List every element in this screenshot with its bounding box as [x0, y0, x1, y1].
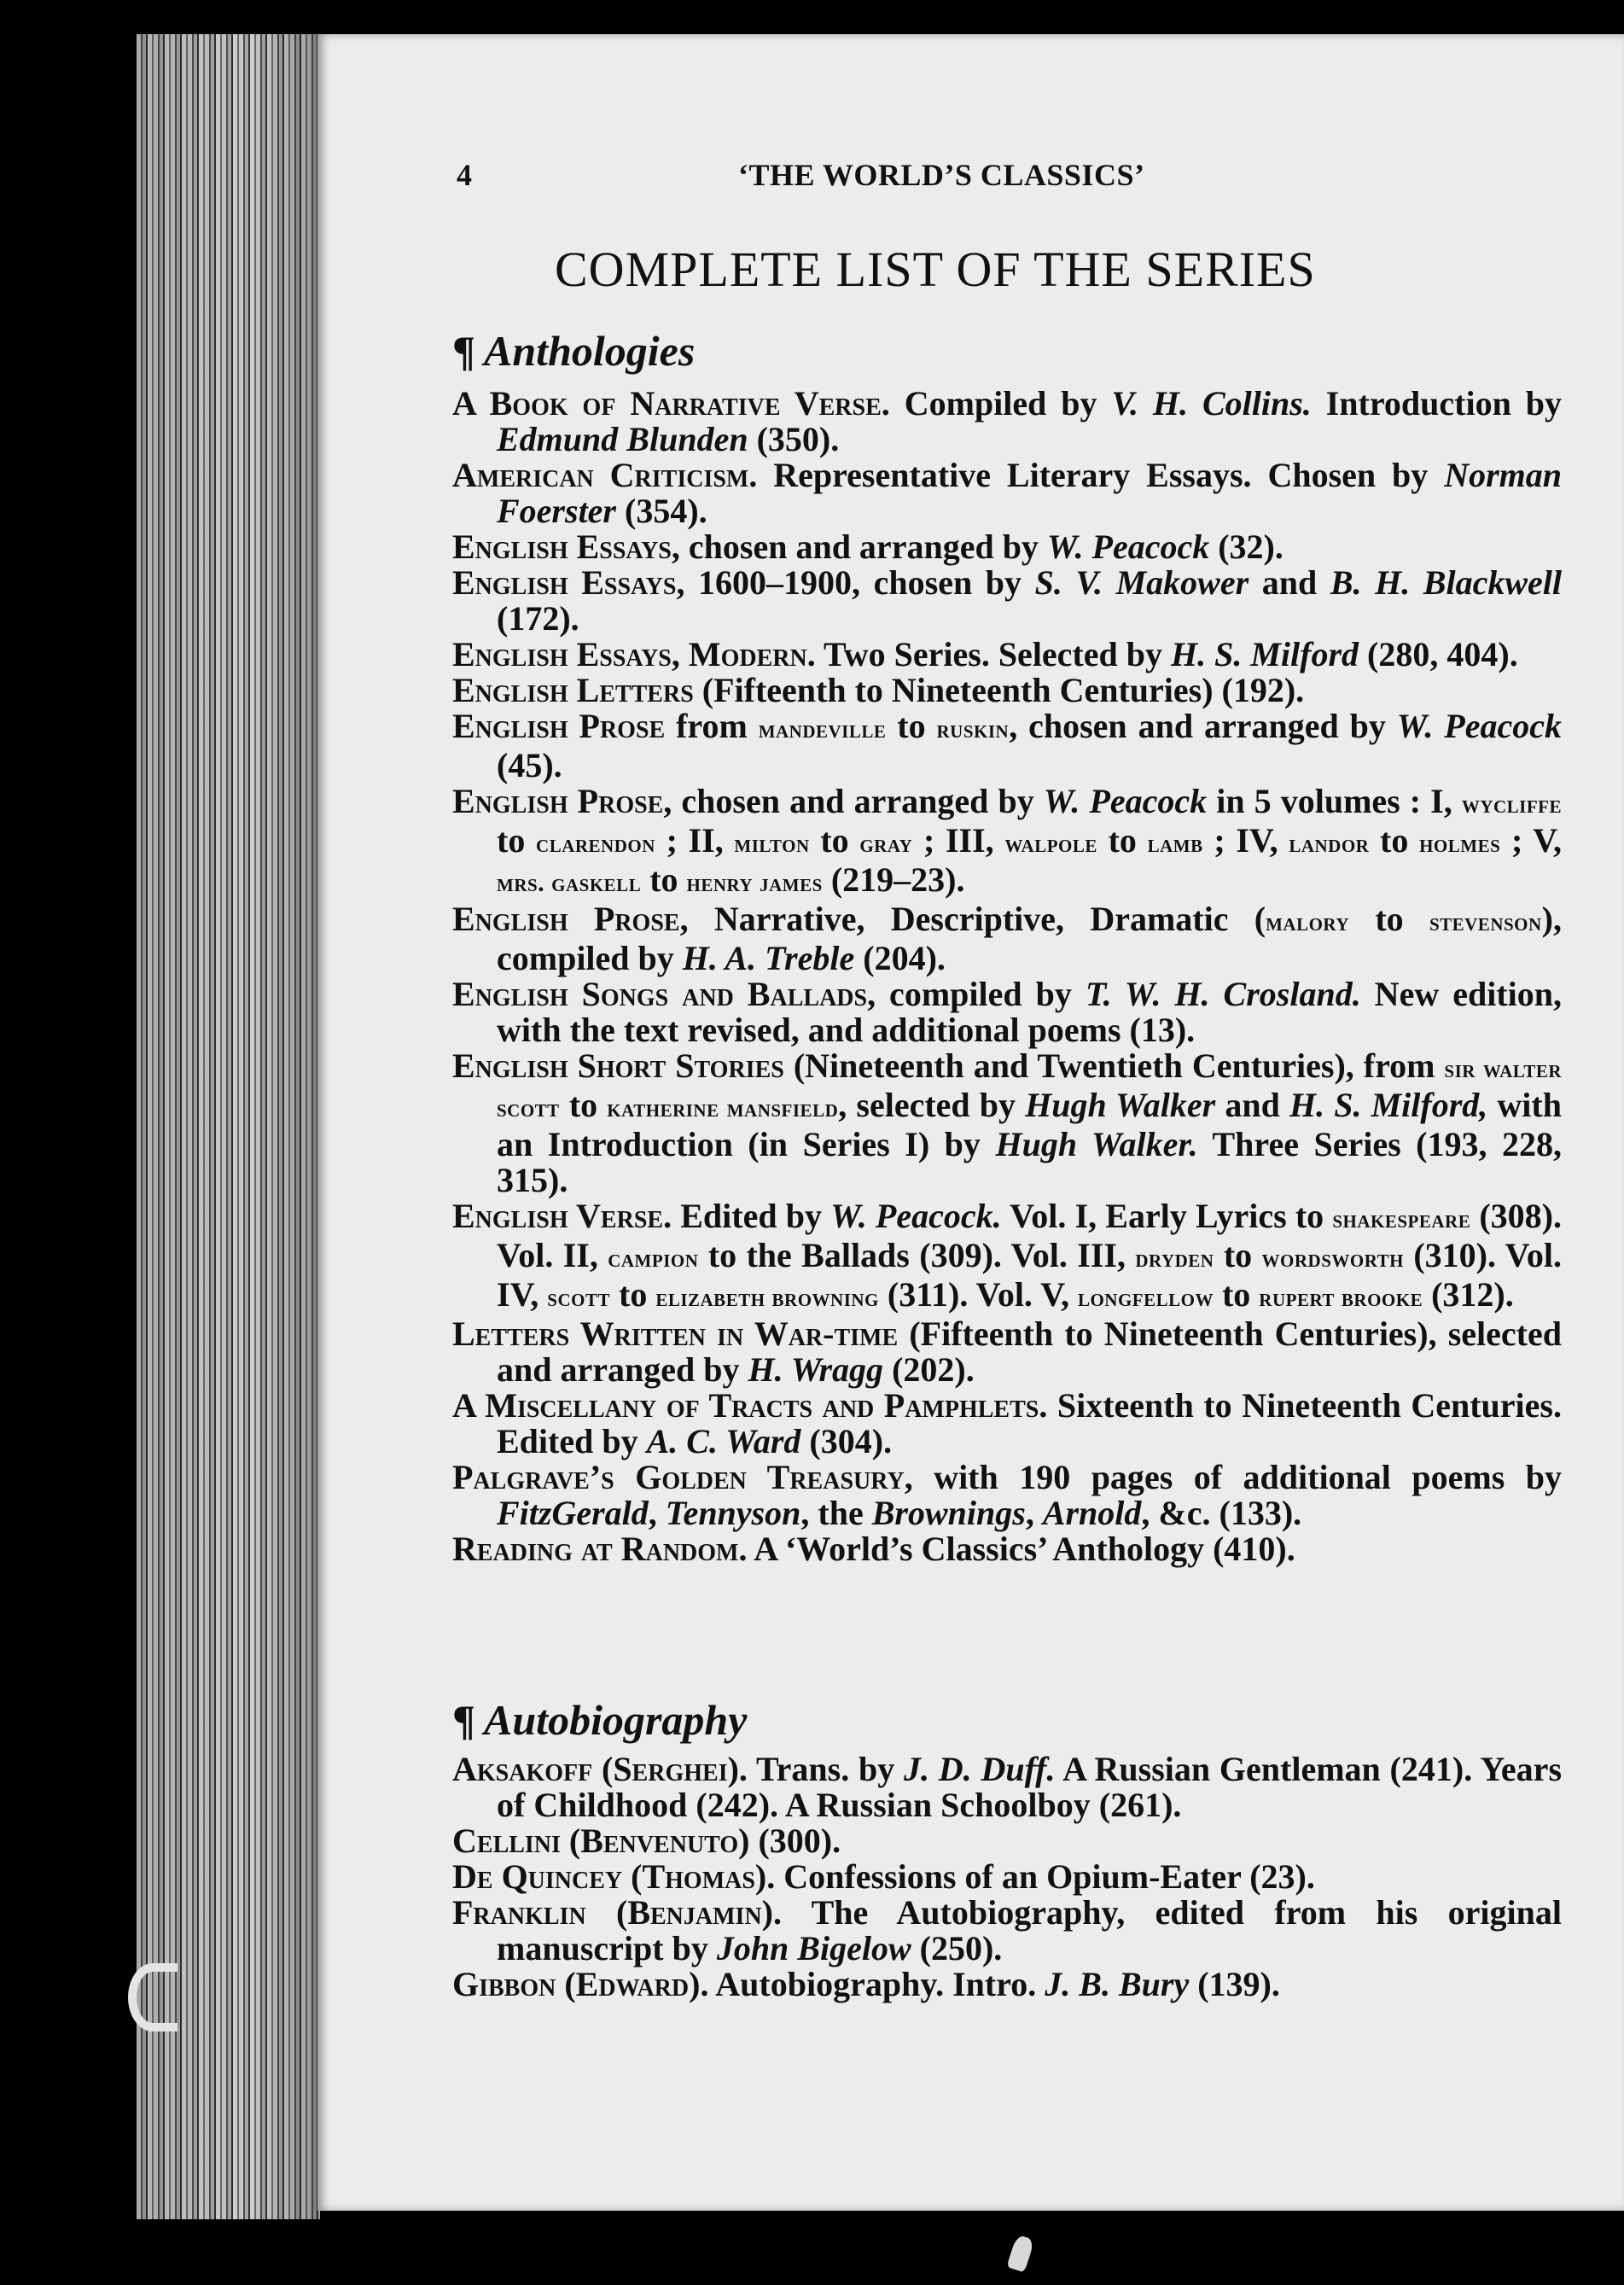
running-header: [457, 157, 1592, 200]
list-item: [452, 386, 1562, 458]
entry-text: (Fifteenth to Nineteenth Centuries), selected and arranged by: [497, 1314, 1562, 1389]
entry-text: B. H. Blackwell: [1330, 563, 1563, 602]
pilcrow-icon: ¶: [452, 1696, 476, 1744]
entry-text: Trans. by: [747, 1750, 905, 1788]
entry-text: Cellini (Benvenuto): [452, 1822, 750, 1860]
entry-text: dryden: [1135, 1245, 1214, 1273]
entry-text: wycliffe: [1461, 790, 1563, 819]
entry-text: W. Peacock.: [830, 1197, 1002, 1235]
entry-text: Edited by: [672, 1197, 831, 1235]
entry-text: H. S. Milford: [1171, 635, 1359, 673]
entry-text: (311). Vol. V,: [878, 1275, 1078, 1314]
list-item: [452, 1316, 1562, 1388]
entry-text: compiled by: [876, 975, 1086, 1013]
entry-text: H. Wragg: [748, 1350, 884, 1389]
entry-text: to: [1097, 821, 1148, 860]
entry-text: chosen and arranged by: [679, 528, 1047, 566]
entry-text: English Prose: [452, 707, 666, 745]
entry-text: (Fifteenth to Nineteenth Centuries) (192).: [693, 671, 1305, 709]
entry-text: henry james: [686, 869, 823, 897]
entry-text: J. B. Bury: [1045, 1965, 1190, 2003]
entry-text: (202).: [883, 1350, 975, 1389]
entry-text: milton: [734, 830, 810, 858]
list-item: [452, 1388, 1562, 1460]
entry-text: De Quincey (Thomas).: [452, 1857, 776, 1896]
entry-text: (354).: [616, 492, 707, 530]
entry-text: (Nineteenth and Twentieth Centuries), from: [783, 1046, 1445, 1085]
entry-text: ; V,: [1500, 821, 1562, 860]
entry-text: H. S. Milford,: [1289, 1086, 1488, 1124]
entry-text: W. Peacock: [1396, 707, 1562, 745]
entry-text: gray: [859, 830, 913, 858]
entry-text: New edition, with the text revised, and additional poems (13).: [497, 975, 1562, 1049]
section-heading-text: Autobiography: [484, 1696, 748, 1744]
entry-text: Arnold: [1042, 1494, 1142, 1532]
page-edge-shadow: [137, 34, 320, 2219]
section-heading-text: Anthologies: [484, 327, 696, 375]
entry-text: shakespeare: [1332, 1205, 1471, 1233]
entry-text: , chosen and arranged by: [1009, 707, 1397, 745]
entry-text: campion: [608, 1245, 699, 1273]
entry-text: wordsworth: [1261, 1245, 1404, 1273]
list-item: [452, 1967, 1562, 2002]
section-heading-anthologies: [452, 326, 695, 376]
list-item: [452, 1752, 1562, 1823]
entry-text: in 5 volumes : I,: [1207, 782, 1462, 820]
entry-text: to: [610, 1275, 656, 1314]
entry-text: English Prose,: [452, 782, 672, 820]
entry-text: to: [641, 860, 687, 899]
entry-text: (219–23).: [822, 860, 965, 899]
entry-text: J. D. Duff.: [904, 1750, 1056, 1788]
entry-text: scott: [547, 1284, 610, 1312]
entry-text: Hugh Walker.: [995, 1125, 1198, 1163]
running-title: ‘THE WORLD’S CLASSICS’: [738, 158, 1145, 192]
entry-text: rupert brooke: [1259, 1284, 1423, 1312]
entry-text: A Book of Narrative Verse.: [452, 384, 890, 423]
entry-text: (310). Vol. IV,: [497, 1236, 1562, 1314]
entry-text: elizabeth browning: [655, 1284, 879, 1312]
entry-text: and: [1249, 563, 1330, 602]
entry-text: holmes: [1419, 830, 1501, 858]
entry-text: (312).: [1423, 1275, 1514, 1314]
entry-text: ; II,: [655, 821, 735, 860]
entry-text: Palgrave’s Golden Treasury,: [452, 1458, 913, 1496]
entry-text: Hugh Walker: [1025, 1086, 1216, 1124]
entry-text: (300).: [749, 1822, 841, 1860]
list-item: [452, 1460, 1562, 1531]
entry-text: landor: [1289, 830, 1370, 858]
entry-text: from: [665, 707, 759, 745]
page-title: COMPLETE LIST OF THE SERIES: [555, 242, 1316, 297]
page-number: 4: [457, 158, 473, 192]
entry-text: ; IV,: [1202, 821, 1289, 860]
list-item: [452, 1198, 1562, 1316]
list-item: [452, 1895, 1562, 1967]
list-item: [452, 458, 1562, 529]
entry-text: (350).: [748, 420, 840, 458]
entry-text: , selected by: [838, 1086, 1026, 1124]
entry-text: ; III,: [912, 821, 1005, 860]
section-heading-autobiography: [452, 1695, 747, 1745]
entry-text: Reading at Random.: [452, 1530, 748, 1568]
entry-text: A Russian Gentleman (241). Years of Childhood (242). A Russian Schoolboy (261).: [497, 1750, 1563, 1824]
entry-text: Sixteenth to Nineteenth Centuries. Edited by: [497, 1386, 1562, 1460]
entry-text: Introduction by: [1311, 384, 1563, 423]
entry-text: Two Series. Selected by: [815, 635, 1171, 673]
entry-text: Brownings: [871, 1494, 1026, 1532]
list-item: [452, 708, 1562, 784]
entry-text: (172).: [497, 599, 579, 638]
entry-text: lamb: [1147, 830, 1203, 858]
entry-text: and: [1215, 1086, 1289, 1124]
entry-text: , &c. (133).: [1141, 1494, 1302, 1532]
entry-text: English Verse.: [452, 1197, 672, 1235]
entry-text: walpole: [1004, 830, 1097, 858]
entry-text: clarendon: [536, 830, 655, 858]
entry-text: (308). Vol. II,: [497, 1197, 1563, 1274]
entry-text: (250).: [911, 1929, 1003, 1967]
entry-text: sir walter scott: [497, 1055, 1562, 1122]
list-item: [452, 637, 1562, 673]
entry-text: malory: [1266, 908, 1350, 936]
entry-text: with an Introduction (in Series I) by: [497, 1086, 1562, 1163]
entry-text: to: [809, 821, 860, 860]
entry-text: W. Peacock: [1046, 528, 1210, 566]
entry-text: A ‘World’s Classics’ Anthology (410).: [747, 1530, 1295, 1568]
entry-text: A. C. Ward: [646, 1422, 801, 1460]
page-curl-mark: [128, 1963, 178, 2031]
entry-text: longfellow: [1077, 1284, 1214, 1312]
list-item: [452, 529, 1562, 565]
entry-text: H. A. Treble: [682, 939, 855, 977]
entry-text: chosen and arranged by: [672, 782, 1044, 820]
list-item: [452, 1531, 1562, 1567]
entry-list-anthologies: [452, 386, 1562, 1567]
entry-text: Three Series (193, 228, 315).: [497, 1125, 1563, 1199]
entry-text: Narrative, Descriptive, Dramatic (: [688, 900, 1266, 938]
entry-text: English Essays,: [452, 563, 685, 602]
list-item: [452, 1048, 1562, 1198]
scan-smudge-mark: [1006, 2235, 1034, 2273]
entry-text: Representative Literary Essays. Chosen by: [757, 456, 1445, 494]
entry-text: Edmund Blunden: [497, 420, 748, 458]
list-item: [452, 1823, 1562, 1859]
entry-text: A Miscellany of Tracts and Pamphlets.: [452, 1386, 1048, 1425]
pilcrow-icon: ¶: [452, 327, 476, 375]
entry-text: (304).: [800, 1422, 893, 1460]
entry-text: to: [1214, 1236, 1262, 1274]
list-item: [452, 901, 1562, 976]
entry-text: mandeville: [758, 715, 887, 743]
entry-text: Letters Written in War-time: [452, 1314, 899, 1353]
entry-text: (32).: [1209, 528, 1283, 566]
entry-text: T. W. H. Crosland.: [1085, 975, 1361, 1013]
list-item: [452, 976, 1562, 1048]
entry-list-autobiography: [452, 1752, 1562, 2002]
entry-text: W. Peacock: [1043, 782, 1208, 820]
entry-text: ,: [648, 1494, 666, 1532]
entry-text: John Bigelow: [716, 1929, 911, 1967]
entry-text: , the: [800, 1494, 872, 1532]
list-item: [452, 565, 1562, 637]
entry-text: to: [1213, 1275, 1260, 1314]
entry-text: English Letters: [452, 671, 694, 709]
entry-text: The Autobiography, edited from his original manuscript by: [497, 1893, 1562, 1967]
entry-text: (45).: [497, 746, 562, 784]
entry-text: English Essays,: [452, 528, 680, 566]
entry-text: English Short Stories: [452, 1046, 784, 1085]
entry-text: Compiled by: [889, 384, 1112, 423]
entry-text: Autobiography. Intro.: [708, 1965, 1045, 2003]
entry-text: Confessions of an Opium-Eater (23).: [775, 1857, 1315, 1896]
entry-text: with 190 pages of additional poems by: [912, 1458, 1563, 1496]
entry-text: (139).: [1189, 1965, 1280, 2003]
list-item: [452, 784, 1562, 901]
entry-text: S. V. Makower: [1034, 563, 1249, 602]
entry-text: to: [497, 821, 537, 860]
entry-text: (204).: [854, 939, 946, 977]
entry-text: Gibbon (Edward).: [452, 1965, 709, 2003]
entry-text: Franklin (Benjamin).: [452, 1893, 782, 1932]
entry-text: Aksakoff (Serghei).: [452, 1750, 748, 1788]
list-item: [452, 1859, 1562, 1895]
entry-text: Vol. I, Early Lyrics to: [1001, 1197, 1333, 1235]
entry-text: to: [1349, 900, 1429, 938]
entry-text: English Prose,: [452, 900, 689, 938]
entry-text: stevenson: [1429, 908, 1542, 936]
entry-text: (280, 404).: [1359, 635, 1518, 673]
entry-text: English Essays, Modern.: [452, 635, 816, 673]
entry-text: Norman Foerster: [497, 456, 1562, 530]
entry-text: English Songs and Ballads,: [452, 975, 876, 1013]
list-item: [452, 673, 1562, 708]
entry-text: ,: [1025, 1494, 1043, 1532]
entry-text: V. H. Collins.: [1111, 384, 1312, 423]
entry-text: Tennyson: [665, 1494, 801, 1532]
entry-text: ruskin: [936, 715, 1010, 743]
entry-text: to the Ballads (309). Vol. III,: [698, 1236, 1136, 1274]
entry-text: to: [559, 1086, 608, 1124]
entry-text: mrs. gaskell: [497, 869, 642, 897]
entry-text: FitzGerald: [497, 1494, 649, 1532]
entry-text: 1600–1900, chosen by: [684, 563, 1035, 602]
entry-text: ), compiled by: [497, 900, 1562, 977]
entry-text: to: [886, 707, 937, 745]
entry-text: to: [1369, 821, 1420, 860]
entry-text: American Criticism.: [452, 456, 758, 494]
entry-text: katherine mansfield: [607, 1094, 839, 1122]
